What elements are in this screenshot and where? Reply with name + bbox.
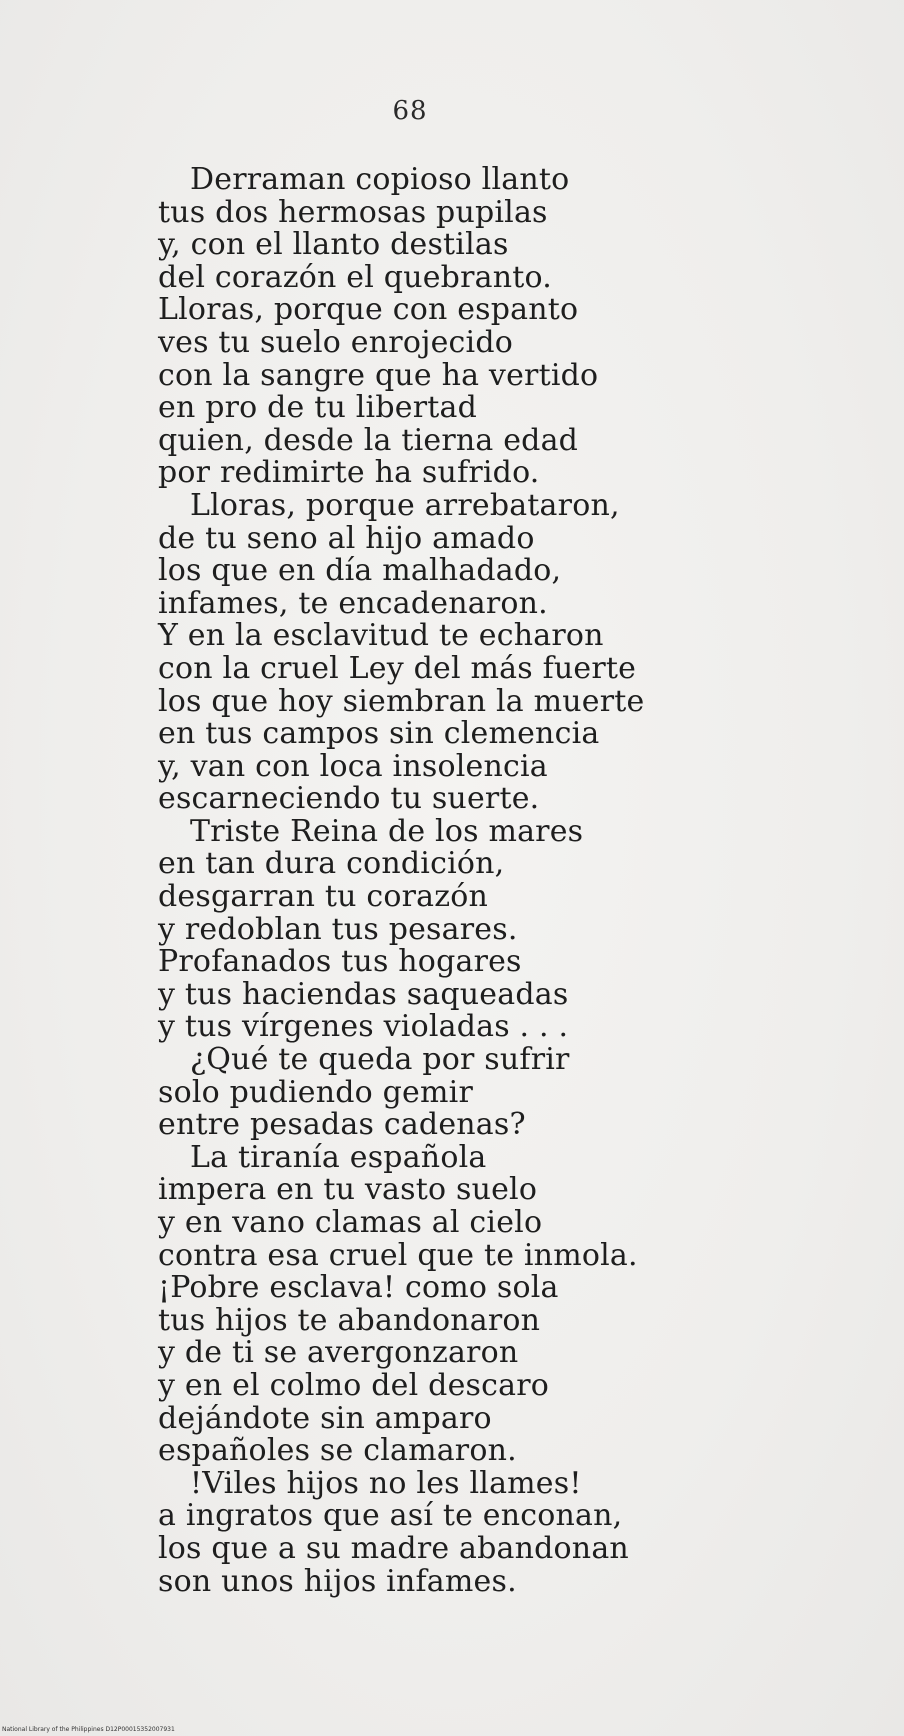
poem-line: impera en tu vasto suelo — [158, 1172, 538, 1208]
poem-line: Lloras, porque arrebataron, — [190, 487, 620, 523]
poem-line: Lloras, porque con espanto — [158, 292, 579, 328]
poem-line: son unos hijos infames. — [158, 1563, 517, 1599]
page-number: 68 — [392, 96, 428, 126]
poem-line: desgarran tu corazón — [158, 879, 489, 915]
poem-line: en tus campos sin clemencia — [158, 716, 600, 752]
poem-line: y tus vírgenes violadas . . . — [158, 1009, 569, 1045]
poem-line: escarneciendo tu suerte. — [158, 781, 540, 817]
poem-line: y de ti se avergonzaron — [158, 1335, 519, 1371]
poem-line: quien, desde la tierna edad — [158, 422, 579, 458]
poem-line: tus hijos te abandonaron — [158, 1302, 541, 1338]
poem-line: solo pudiendo gemir — [158, 1074, 473, 1110]
poem-line: y en vano clamas al cielo — [158, 1205, 543, 1240]
poem-line: infames, te encadenaron. — [158, 585, 548, 621]
library-footer: National Library of the Philippines D12P00015352007931 — [2, 1726, 175, 1733]
poem-line: La tiranía española — [190, 1139, 487, 1175]
poem-line: ves tu suelo enrojecido — [158, 324, 514, 360]
poem-line: con la sangre que ha vertido — [158, 357, 599, 393]
poem-line: a ingratos que así te enconan, — [158, 1498, 623, 1534]
poem-line: Triste Reina de los mares — [190, 813, 584, 849]
poem-line: Derraman copioso llanto — [190, 162, 570, 197]
poem-line: y, con el llanto destilas — [158, 227, 509, 263]
poem-line: y en el colmo del descaro — [158, 1367, 550, 1403]
poem-line: contra esa cruel que te inmola. — [158, 1237, 638, 1273]
poem-line: del corazón el quebranto. — [158, 259, 552, 295]
poem-line: ¿Qué te queda por sufrir — [190, 1042, 570, 1078]
poem-line: entre pesadas cadenas? — [158, 1107, 526, 1143]
poem-line: con la cruel Ley del más fuerte — [158, 650, 637, 686]
poem-line: y, van con loca insolencia — [158, 748, 548, 784]
poem-line: !Viles hijos no les llames! — [190, 1465, 582, 1501]
poem-line: y tus haciendas saqueadas — [158, 976, 569, 1012]
poem-line: y redoblan tus pesares. — [158, 911, 518, 947]
poem-line: los que en día malhadado, — [158, 553, 562, 589]
poem-line: los que hoy siembran la muerte — [158, 683, 645, 719]
poem-line: por redimirte ha sufrido. — [158, 455, 540, 491]
poem-line: Y en la esclavitud te echaron — [158, 618, 604, 654]
poem-line: dejándote sin amparo — [158, 1400, 492, 1436]
poem — [158, 164, 858, 1598]
poem-line: en pro de tu libertad — [158, 390, 477, 426]
poem-line: en tan dura condición, — [158, 846, 505, 882]
poem-line: tus dos hermosas pupilas — [158, 194, 548, 230]
poem-line: los que a su madre abandonan — [158, 1530, 629, 1566]
poem-line: ¡Pobre esclava! como sola — [158, 1270, 559, 1306]
poem-line: Profanados tus hogares — [158, 944, 522, 980]
poem-line: de tu seno al hijo amado — [158, 520, 535, 556]
poem-line: españoles se clamaron. — [158, 1433, 517, 1469]
